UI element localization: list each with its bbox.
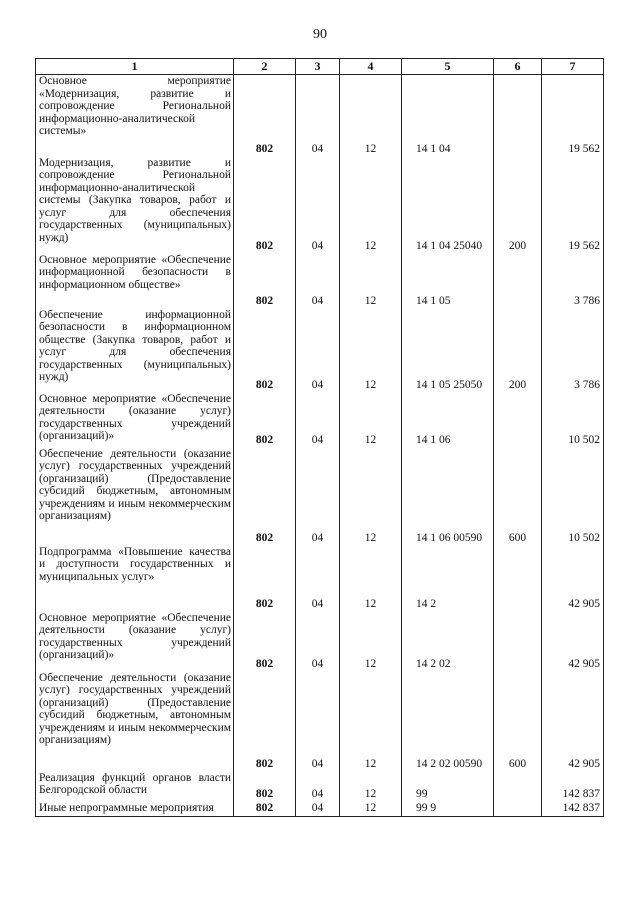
cell-expense-type xyxy=(494,612,542,672)
row-name: Обеспечение информационной безопасности в информационном обществе (Закупка товаров, работ и услуг для обеспечения государственных (муниципальных) нужд) xyxy=(39,308,231,384)
cell-target-item: 99 9 xyxy=(402,802,494,817)
cell-expense-type xyxy=(494,393,542,448)
cell-section: 04 xyxy=(296,448,340,546)
cell-target-item: 14 1 05 25050 xyxy=(402,309,494,393)
budget-table xyxy=(35,58,604,817)
cell-target-item: 14 1 05 xyxy=(402,254,494,309)
cell-ministry-code: 802 xyxy=(234,393,296,448)
cell-amount: 42 905 xyxy=(542,546,604,612)
cell-amount: 142 837 xyxy=(542,802,604,817)
row-name-cell xyxy=(36,672,234,772)
cell-expense-type xyxy=(494,75,542,157)
cell-expense-type xyxy=(494,254,542,309)
cell-target-item: 99 xyxy=(402,772,494,802)
row-name-cell xyxy=(36,448,234,546)
table-header-row xyxy=(36,59,604,75)
cell-section: 04 xyxy=(296,254,340,309)
table-row xyxy=(36,157,604,254)
cell-amount: 10 502 xyxy=(542,448,604,546)
cell-amount: 142 837 xyxy=(542,772,604,802)
cell-subsection: 12 xyxy=(340,393,402,448)
cell-ministry-code: 802 xyxy=(234,254,296,309)
cell-section: 04 xyxy=(296,802,340,817)
table-row xyxy=(36,546,604,612)
cell-target-item: 14 1 06 xyxy=(402,393,494,448)
row-name: Основное мероприятие «Модернизация, развитие и сопровождение Региональной информационно-аналитической системы» xyxy=(39,75,231,138)
row-name: Основное мероприятие «Обеспечение информационной безопасности в информационном обществе» xyxy=(39,253,231,291)
cell-section: 04 xyxy=(296,546,340,612)
cell-section: 04 xyxy=(296,772,340,802)
table-row xyxy=(36,75,604,157)
cell-target-item: 14 2 02 xyxy=(402,612,494,672)
cell-section: 04 xyxy=(296,393,340,448)
column-header: 2 xyxy=(234,59,296,75)
cell-target-item: 14 2 xyxy=(402,546,494,612)
table-row xyxy=(36,772,604,802)
cell-amount: 10 502 xyxy=(542,393,604,448)
cell-expense-type: 600 xyxy=(494,448,542,546)
cell-amount: 19 562 xyxy=(542,157,604,254)
row-name: Иные непрограммные мероприятия xyxy=(39,801,214,814)
cell-target-item: 14 1 06 00590 xyxy=(402,448,494,546)
cell-amount: 42 905 xyxy=(542,672,604,772)
column-header: 3 xyxy=(296,59,340,75)
cell-section: 04 xyxy=(296,75,340,157)
row-name-cell xyxy=(36,772,234,802)
row-name-cell xyxy=(36,157,234,254)
cell-amount: 3 786 xyxy=(542,309,604,393)
cell-subsection: 12 xyxy=(340,448,402,546)
cell-amount: 42 905 xyxy=(542,612,604,672)
cell-ministry-code: 802 xyxy=(234,75,296,157)
cell-subsection: 12 xyxy=(340,546,402,612)
cell-subsection: 12 xyxy=(340,612,402,672)
row-name: Реализация функций органов власти Белгородской области xyxy=(39,771,231,797)
row-name-cell xyxy=(36,75,234,157)
cell-subsection: 12 xyxy=(340,309,402,393)
cell-expense-type: 200 xyxy=(494,157,542,254)
cell-subsection: 12 xyxy=(340,672,402,772)
cell-subsection: 12 xyxy=(340,75,402,157)
cell-section: 04 xyxy=(296,612,340,672)
table-row xyxy=(36,672,604,772)
cell-section: 04 xyxy=(296,672,340,772)
cell-ministry-code: 802 xyxy=(234,802,296,817)
cell-ministry-code: 802 xyxy=(234,772,296,802)
table-row xyxy=(36,254,604,309)
table-row xyxy=(36,309,604,393)
cell-section: 04 xyxy=(296,157,340,254)
cell-ministry-code: 802 xyxy=(234,612,296,672)
cell-subsection: 12 xyxy=(340,772,402,802)
cell-target-item: 14 2 02 00590 xyxy=(402,672,494,772)
table-row xyxy=(36,802,604,817)
cell-subsection: 12 xyxy=(340,254,402,309)
column-header: 7 xyxy=(542,59,604,75)
cell-expense-type xyxy=(494,546,542,612)
cell-amount: 3 786 xyxy=(542,254,604,309)
row-name: Подпрограмма «Повышение качества и доступности государственных и муниципальных услуг» xyxy=(39,545,231,583)
row-name: Основное мероприятие «Обеспечение деятельности (оказание услуг) государственных учреждений (организаций)» xyxy=(39,611,231,662)
column-header: 5 xyxy=(402,59,494,75)
row-name: Обеспечение деятельности (оказание услуг) государственных учреждений (организаций) (Предоставление субсидий бюджетным, автономным учреждениям и иным некоммерческим организациям) xyxy=(39,447,231,523)
row-name: Модернизация, развитие и сопровождение Региональной информационно-аналитической системы (Закупка товаров, работ и услуг для обеспечения государственных (муниципальных) нужд) xyxy=(39,156,231,245)
row-name-cell xyxy=(36,309,234,393)
cell-expense-type xyxy=(494,802,542,817)
table-row xyxy=(36,612,604,672)
row-name-cell xyxy=(36,612,234,672)
row-name-cell xyxy=(36,802,234,817)
cell-ministry-code: 802 xyxy=(234,448,296,546)
column-header: 4 xyxy=(340,59,402,75)
cell-expense-type: 600 xyxy=(494,672,542,772)
cell-ministry-code: 802 xyxy=(234,309,296,393)
cell-subsection: 12 xyxy=(340,802,402,817)
cell-expense-type: 200 xyxy=(494,309,542,393)
cell-ministry-code: 802 xyxy=(234,672,296,772)
cell-subsection: 12 xyxy=(340,157,402,254)
page-number: 90 xyxy=(313,27,327,42)
table-row xyxy=(36,393,604,448)
cell-expense-type xyxy=(494,772,542,802)
column-header: 6 xyxy=(494,59,542,75)
cell-target-item: 14 1 04 xyxy=(402,75,494,157)
cell-amount: 19 562 xyxy=(542,75,604,157)
row-name-cell xyxy=(36,254,234,309)
row-name: Обеспечение деятельности (оказание услуг) государственных учреждений (организаций) (Предоставление субсидий бюджетным, автономным учреждениям и иным некоммерческим организациям) xyxy=(39,671,231,747)
column-header: 1 xyxy=(36,59,234,75)
row-name: Основное мероприятие «Обеспечение деятельности (оказание услуг) государственных учреждений (организаций)» xyxy=(39,392,231,443)
cell-section: 04 xyxy=(296,309,340,393)
cell-target-item: 14 1 04 25040 xyxy=(402,157,494,254)
cell-ministry-code: 802 xyxy=(234,157,296,254)
row-name-cell xyxy=(36,546,234,612)
row-name-cell xyxy=(36,393,234,448)
cell-ministry-code: 802 xyxy=(234,546,296,612)
table-row xyxy=(36,448,604,546)
